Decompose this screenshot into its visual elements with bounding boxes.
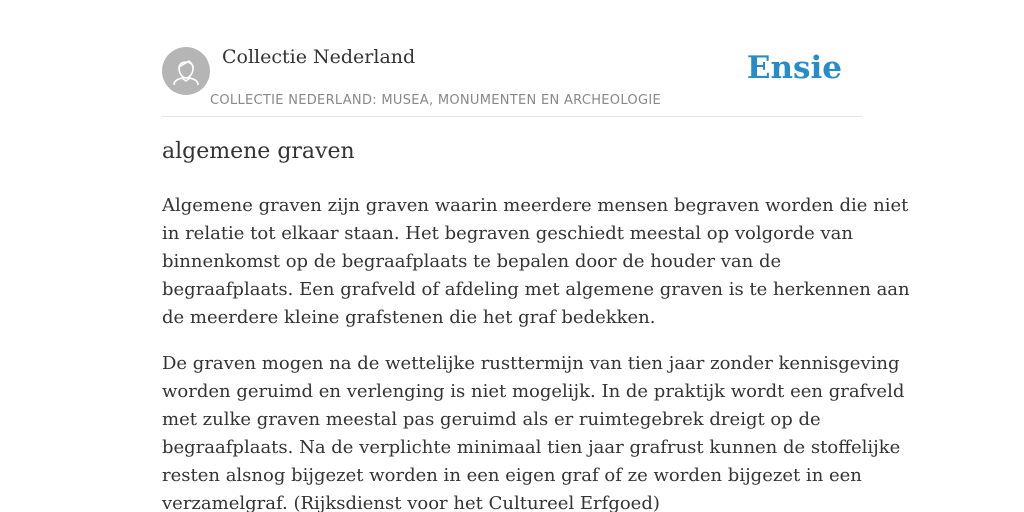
author-description: COLLECTIE NEDERLAND: MUSEA, MONUMENTEN EN ARCHEOLOGIE <box>210 93 661 108</box>
author-name-link[interactable]: Collectie Nederland <box>222 46 416 68</box>
article-body <box>162 192 910 512</box>
text-line: in relatie tot elkaar staan. Het begraven geschiedt meestal op volgorde van <box>162 223 853 244</box>
text-line: De graven mogen na de wettelijke rusttermijn van tien jaar zonder kennisgeving <box>162 353 900 374</box>
text-line: de meerdere kleine grafstenen die het graf bedekken. <box>162 307 656 328</box>
ensie-logo[interactable]: Ensie <box>746 50 842 86</box>
text-line: worden geruimd en verlenging is niet mogelijk. In de praktijk wordt een grafveld <box>162 381 905 402</box>
text-line: begraafplaats. Na de verplichte minimaal tien jaar grafrust kunnen de stoffelijke <box>162 437 901 458</box>
avatar[interactable] <box>162 47 210 95</box>
text-line: Algemene graven zijn graven waarin meerdere mensen begraven worden die niet <box>162 195 909 216</box>
article-paragraph-2 <box>162 350 905 512</box>
page-title: algemene graven <box>162 139 355 164</box>
text-line: binnenkomst op de begraafplaats te bepalen door de houder van de <box>162 251 782 272</box>
text-line: resten alsnog bijgezet worden in een eigen graf of ze worden bijgezet in een <box>162 465 862 486</box>
user-silhouette-icon <box>162 47 210 95</box>
text-line: verzamelgraf. (Rijksdienst voor het Cultureel Erfgoed) <box>162 493 660 512</box>
text-line: begraafplaats. Een grafveld of afdeling met algemene graven is te herkennen aan <box>162 279 910 300</box>
article-paragraph-1 <box>162 192 910 332</box>
article-header <box>162 44 862 117</box>
text-line: met zulke graven meestal pas geruimd als er ruimtegebrek dreigt op de <box>162 409 821 430</box>
